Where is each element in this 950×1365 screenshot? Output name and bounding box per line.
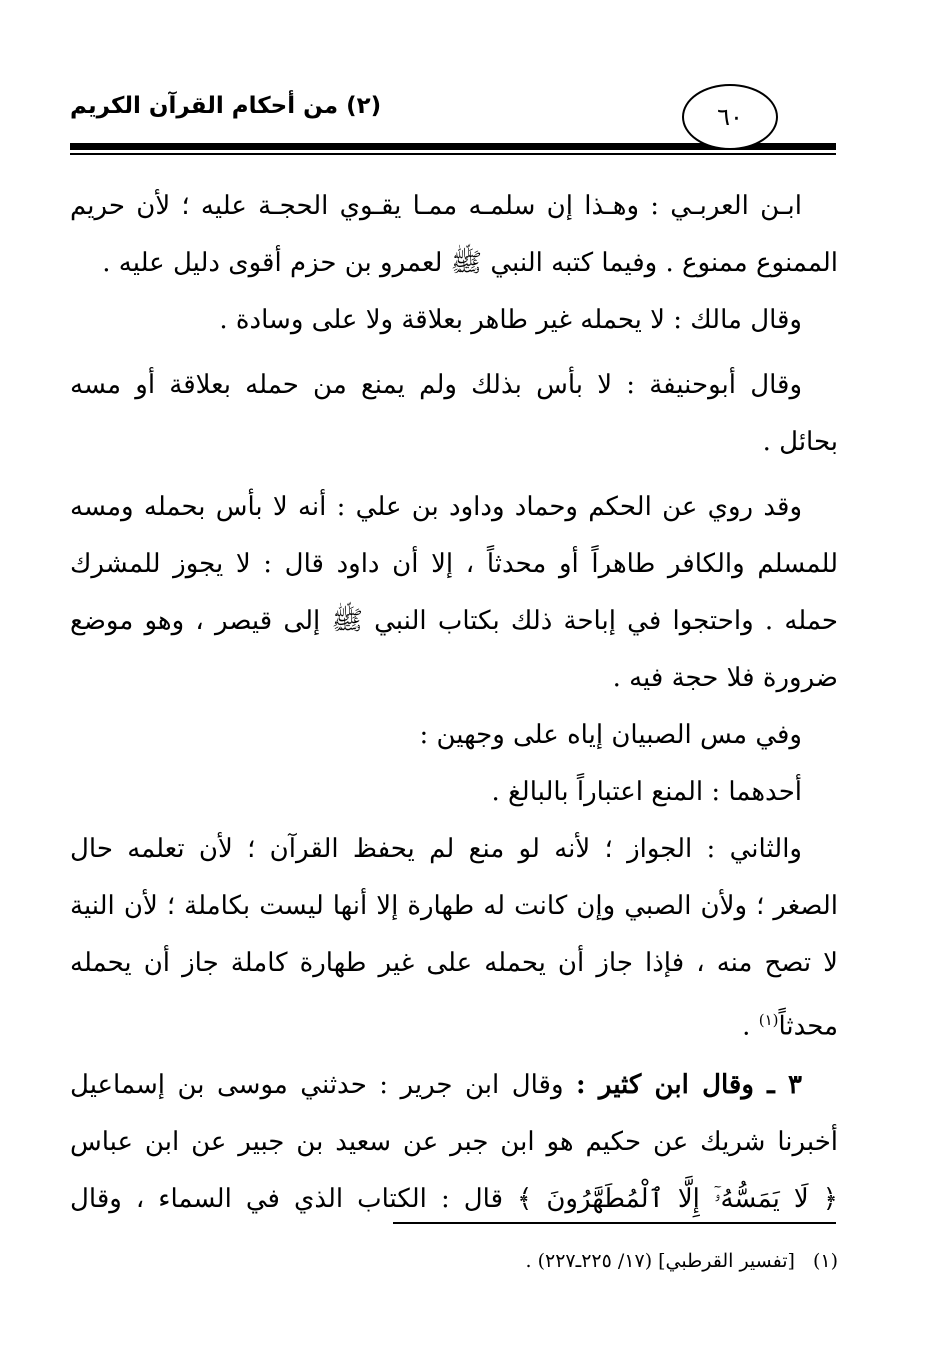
- text-line: ضرورة فلا حجة فيه .: [612, 663, 838, 693]
- running-header-title: (٢) من أحكام القرآن الكريم: [70, 93, 382, 119]
- body-text: [70, 178, 838, 1228]
- section-heading: ٣ ـ وقال ابن كثير :: [576, 1070, 802, 1100]
- footnote: [525, 1250, 838, 1272]
- text-line: أحدهما : المنع اعتباراً بالبالغ .: [491, 777, 802, 807]
- text-line: حمله . واحتجوا في إباحة ذلك بكتاب النبي ﷺ إلى قيصر ، وهو موضع: [70, 606, 838, 636]
- text-line: بحائل .: [762, 427, 838, 457]
- quran-verse-line: ﴿ لَا يَمَسُّهُۥٓ إِلَّا ٱلْمُطَهَّرُونَ ﴾ قال : الكتاب الذي في السماء ، وقال: [70, 1184, 838, 1214]
- text-line-content: محدثاً: [778, 1011, 838, 1042]
- text-line: ابـن العربـي : وهـذا إن سلمـه ممـا يقـوي الحجـة عليه ؛ لأن حريم: [70, 191, 802, 221]
- footnote-text: [تفسير القرطبي] (١٧/ ٢٢٥ـ٢٢٧) .: [525, 1250, 795, 1272]
- page-number-oval: [682, 84, 778, 150]
- text-line: الصغر ؛ ولأن الصبي وإن كانت له طهارة إلا أنها ليست بكاملة ؛ لأن النية: [70, 891, 838, 921]
- text-line: محدثاً$^{(١)}$ .: [742, 1011, 838, 1042]
- text-line: وقال أبوحنيفة : لا بأس بذلك ولم يمنع من حمله بعلاقة أو مسه: [70, 370, 802, 400]
- footnote-separator: [393, 1222, 836, 1224]
- text-line: للمسلم والكافر طاهراً أو محدثاً ، إلا أن داود قال : لا يجوز للمشرك: [70, 549, 838, 579]
- page-number: ٦٠: [717, 103, 743, 131]
- text-line: وقد روي عن الحكم وحماد وداود بن علي : أنه لا بأس بحمله ومسه: [70, 492, 802, 522]
- text-line-content: وقال ابن جرير : حدثني موسى بن إسماعيل: [70, 1070, 564, 1100]
- text-line: والثاني : الجواز ؛ لأنه لو منع لم يحفظ القرآن ؛ لأن تعلمه حال: [70, 834, 802, 864]
- footnote-number: (١): [812, 1250, 838, 1272]
- text-line: أخبرنا شريك عن حكيم هو ابن جبر عن سعيد بن جبير عن ابن عباس: [70, 1127, 838, 1157]
- text-line: وقال مالك : لا يحمله غير طاهر بعلاقة ولا على وسادة .: [219, 305, 802, 335]
- text-line: [70, 1057, 838, 1114]
- text-line: لا تصح منه ، فإذا جاز أن يحمله على غير طهارة كاملة جاز أن يحمله: [70, 948, 838, 978]
- text-line: وفي مس الصبيان إياه على وجهين :: [419, 720, 802, 750]
- text-line: الممنوع ممنوع . وفيما كتبه النبي ﷺ لعمرو بن حزم أقوى دليل عليه .: [102, 248, 838, 278]
- footnote-reference: (١): [758, 1011, 779, 1029]
- header-rule-thin: [70, 153, 836, 155]
